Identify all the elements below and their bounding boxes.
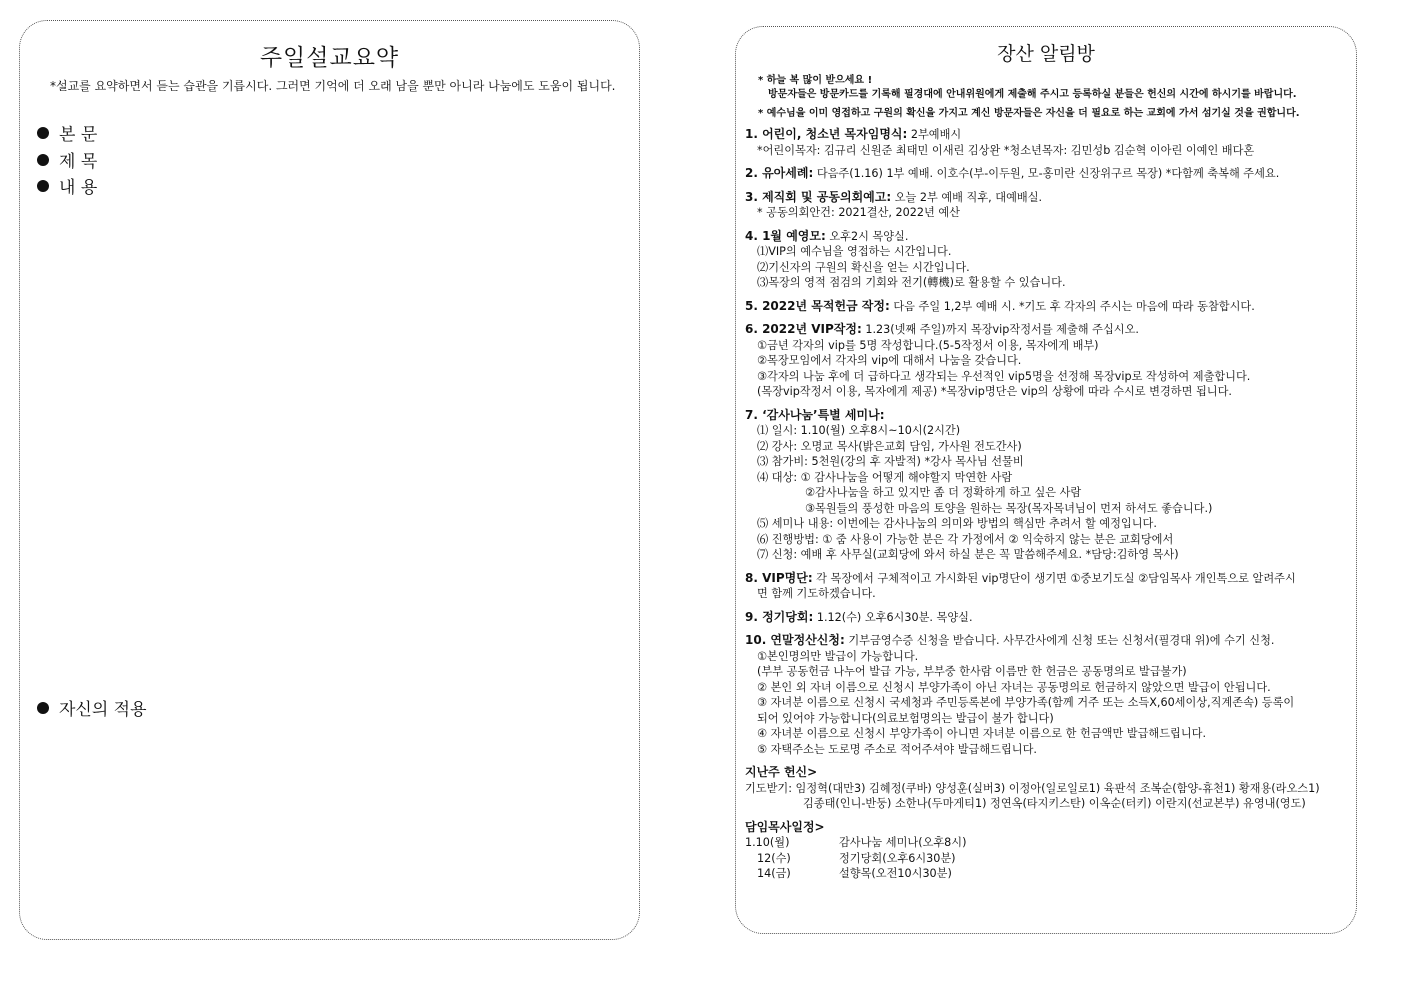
announcement-line: ①본인명의만 발급이 가능합니다. bbox=[757, 649, 919, 663]
announcement-text: 다음주(1.16) 1부 예배. 이호수(부-이두원, 모-홍미란 신장위구르 목장) *다함께 축복해 주세요. bbox=[813, 167, 1280, 180]
announcement-subline: ③목원들의 풍성한 마음의 토양을 원하는 목장(목자목녀님이 먼저 하셔도 좋습니다.) bbox=[805, 501, 1213, 515]
announcement-line: ①금년 각자의 vip를 5명 작성합니다.(5-5작정서 이용, 목자에게 배부) bbox=[757, 338, 1099, 352]
announcement-text: 2부예배시 bbox=[907, 128, 962, 141]
announcement-text: 1.23(넷째 주일)까지 목장vip작정서를 제출해 주십시오. bbox=[861, 323, 1139, 336]
announcement-line: ⑵ 강사: 오명교 목사(밝은교회 담임, 가사원 전도간사) bbox=[757, 439, 1022, 453]
announcement-item bbox=[745, 408, 1350, 563]
schedule-event: 정기당회(오후6시30분) bbox=[839, 851, 956, 865]
schedule-event: 감사나눔 세미나(오후8시) bbox=[839, 836, 967, 849]
announcement-line: ③ 자녀분 이름으로 신청시 국세청과 주민등록본에 부양가족(함께 거주 또는 소득X,60세이상,직계존속) 등록이 bbox=[757, 696, 1295, 709]
announcement-line: ⑴VIP의 예수님을 영접하는 시간입니다. bbox=[757, 245, 952, 258]
announcement-line: ⑸ 세미나 내용: 이번에는 감사나눔의 의미와 방법의 핵심만 추려서 할 예정입니다. bbox=[757, 517, 1157, 530]
announcement-item bbox=[745, 633, 1350, 757]
announcement-line: ④ 자녀분 이름으로 신청시 부양가족이 아니면 자녀분 이름으로 한 헌금액만 발급해드립니다. bbox=[757, 727, 1207, 740]
announcement-line: 면 함께 기도하겠습니다. bbox=[757, 587, 876, 600]
announcement-heading: 6. 2022년 VIP작정: bbox=[745, 322, 862, 336]
announcement-item bbox=[745, 322, 1350, 400]
notice-greeting: * 하늘 복 많이 받으세요 ! bbox=[758, 75, 873, 86]
announcement-item bbox=[745, 610, 1350, 626]
announcement-heading: 7. ‘감사나눔’특별 세미나: bbox=[745, 407, 885, 422]
announcement-item bbox=[745, 166, 1350, 182]
announcement-heading: 5. 2022년 목적헌금 작정: bbox=[745, 298, 890, 313]
offering-line: 김종태(인니-반둥) 소한나(두마게티1) 정연옥(타지키스탄) 이옥순(터키) 이란지(선교본부) 유영내(영도) bbox=[803, 797, 1306, 810]
bullet-dot-icon bbox=[37, 154, 49, 166]
announcement-line: ⑵기신자의 구원의 확신을 얻는 시간입니다. bbox=[757, 260, 970, 274]
announcement-heading: 3. 제직회 및 공동의회예고: bbox=[745, 189, 892, 204]
bullet-label: 본 문 bbox=[59, 125, 98, 145]
announcement-line: ⑴ 일시: 1.10(월) 오후8시~10시(2시간) bbox=[757, 424, 961, 437]
announcement-line: * 공동의회안건: 2021결산, 2022년 예산 bbox=[757, 206, 960, 219]
bullet-dot-icon bbox=[37, 127, 49, 139]
schedule-row bbox=[745, 851, 1350, 867]
bullet-label: 내 용 bbox=[59, 178, 98, 198]
sermon-summary-instruction: *설교를 요약하면서 듣는 습관을 기릅시다. 그러면 기억에 더 오래 남을 뿐만 아니라 나눔에도 도움이 됩니다. bbox=[50, 79, 616, 93]
announcement-line: ②목장모임에서 각자의 vip에 대해서 나눔을 갖습니다. bbox=[757, 354, 1022, 367]
sermon-summary-title: 주일설교요약 bbox=[259, 45, 400, 71]
announcement-line: ⑷ 대상: ① 감사나눔을 어떻게 해야할지 막연한 사람 bbox=[757, 470, 1013, 484]
announcement-line: ⑺ 신청: 예배 후 사무실(교회당에 와서 하실 분은 꼭 말씀해주세요. *담당:김하영 목사) bbox=[757, 548, 1179, 561]
announcement-heading: 9. 정기당회: bbox=[745, 609, 814, 624]
announcement-item bbox=[745, 127, 1350, 158]
offering-line: 기도받기: 임정혁(대만3) 김혜정(쿠바) 양성훈(실버3) 이정아(일로일로1) 육판석 조복순(함양-휴천1) 황재용(라오스1) bbox=[745, 781, 1320, 795]
announcement-heading: 10. 연말정산신청: bbox=[745, 633, 845, 647]
bullet-dot-icon bbox=[37, 180, 49, 192]
pastor-schedule-section bbox=[745, 820, 1350, 882]
notice-visitors: 방문자들은 방문카드를 기록해 필경대에 안내위원에게 제출해 주시고 등록하실 분들은 헌신의 시간에 하시기를 바랍니다. bbox=[768, 89, 1297, 100]
announcement-item bbox=[745, 190, 1350, 221]
announcement-item bbox=[745, 229, 1350, 291]
bullet-label: 자신의 적용 bbox=[59, 700, 147, 720]
announcement-text: 1.12(수) 오후6시30분. 목양실. bbox=[813, 610, 973, 624]
sermon-summary-panel bbox=[19, 20, 640, 940]
offering-section bbox=[745, 765, 1350, 812]
announcements-panel bbox=[735, 26, 1357, 934]
bullet-label: 제 목 bbox=[59, 152, 98, 172]
schedule-date: 1.10(월) bbox=[745, 836, 790, 849]
bullet-content bbox=[37, 173, 97, 198]
announcement-line: (목장vip작정서 이용, 목자에게 제공) *목장vip명단은 vip의 상황에 따라 수시로 변경하면 됩니다. bbox=[757, 385, 1232, 398]
announcement-text: 기부금영수증 신청을 받습니다. 사무간사에게 신청 또는 신청서(필경대 위)에 수기 신청. bbox=[844, 634, 1275, 647]
announcement-heading: 4. 1월 예영모: bbox=[745, 228, 826, 243]
announcement-heading: 2. 유아세례: bbox=[745, 166, 814, 180]
notice-believers: * 예수님을 이미 영접하고 구원의 확신을 가지고 계신 방문자들은 자신을 더 필요로 하는 교회에 가서 섬기실 것을 권합니다. bbox=[758, 108, 1300, 119]
announcement-line: (부부 공동헌금 나누어 발급 가능, 부부중 한사람 이름만 한 헌금은 공동명의로 발급불가) bbox=[757, 665, 1187, 678]
announcement-line: ⑤ 자택주소는 도로명 주소로 적어주셔야 발급해드립니다. bbox=[757, 742, 1037, 756]
announcement-item bbox=[745, 571, 1350, 602]
announcement-line: ② 본인 외 자녀 이름으로 신청시 부양가족이 아닌 자녀는 공동명의로 헌금하지 않았으면 발급이 안됩니다. bbox=[757, 680, 1271, 694]
bullet-dot-icon bbox=[37, 702, 49, 714]
announcement-line: *어린이목자: 김규리 신원준 최태민 이새린 김상완 *청소년목자: 김민성b 김순혁 이아린 이예인 배다혼 bbox=[757, 143, 1255, 157]
schedule-row bbox=[745, 866, 1350, 882]
announcements-title: 장산 알림방 bbox=[997, 43, 1095, 65]
offering-title: 지난주 헌신> bbox=[745, 765, 818, 779]
announcement-text: 오후2시 목양실. bbox=[825, 229, 909, 243]
announcement-line: ③각자의 나눔 후에 더 급하다고 생각되는 우선적인 vip5명을 선정해 목장vip로 작성하여 제출합니다. bbox=[757, 369, 1251, 383]
announcement-text: 다음 주일 1,2부 예배 시. *기도 후 각자의 주시는 마음에 따라 동참합시다. bbox=[889, 299, 1255, 313]
schedule-row bbox=[745, 835, 1350, 851]
schedule-date: 14(금) bbox=[757, 867, 791, 880]
bullet-scripture bbox=[37, 120, 97, 145]
announcement-heading: 8. VIP명단: bbox=[745, 570, 813, 585]
bullet-sermon-title bbox=[37, 147, 97, 172]
schedule-title: 담임목사일정> bbox=[745, 819, 825, 834]
announcement-text: 오늘 2부 예배 직후, 대예배실. bbox=[891, 190, 1043, 204]
schedule-date: 12(수) bbox=[757, 851, 791, 865]
announcement-item bbox=[745, 299, 1350, 315]
announcement-line: 되어 있어야 가능합니다(의료보험명의는 발급이 불가 합니다) bbox=[757, 711, 1054, 725]
announcement-line: ⑹ 진행방법: ① 줌 사용이 가능한 분은 각 가정에서 ② 익숙하지 않는 분은 교회당에서 bbox=[757, 532, 1174, 546]
announcement-heading: 1. 어린이, 청소년 목자임명식: bbox=[745, 127, 908, 141]
announcement-list bbox=[745, 127, 1350, 882]
announcement-subline: ②감사나눔을 하고 있지만 좀 더 정확하게 하고 싶은 사람 bbox=[805, 486, 1082, 499]
announcement-line: ⑶목장의 영적 점검의 기회와 전기(轉機)로 활용할 수 있습니다. bbox=[757, 276, 1066, 289]
announcement-text: 각 목장에서 구체적이고 가시화된 vip명단이 생기면 ①중보기도실 ②담임목사 개인톡으로 알려주시 bbox=[812, 571, 1296, 585]
schedule-event: 설향목(오전10시30분) bbox=[839, 867, 952, 880]
bullet-application bbox=[37, 695, 147, 720]
announcement-line: ⑶ 참가비: 5천원(강의 후 자발적) *강사 목사님 선물비 bbox=[757, 455, 1024, 468]
